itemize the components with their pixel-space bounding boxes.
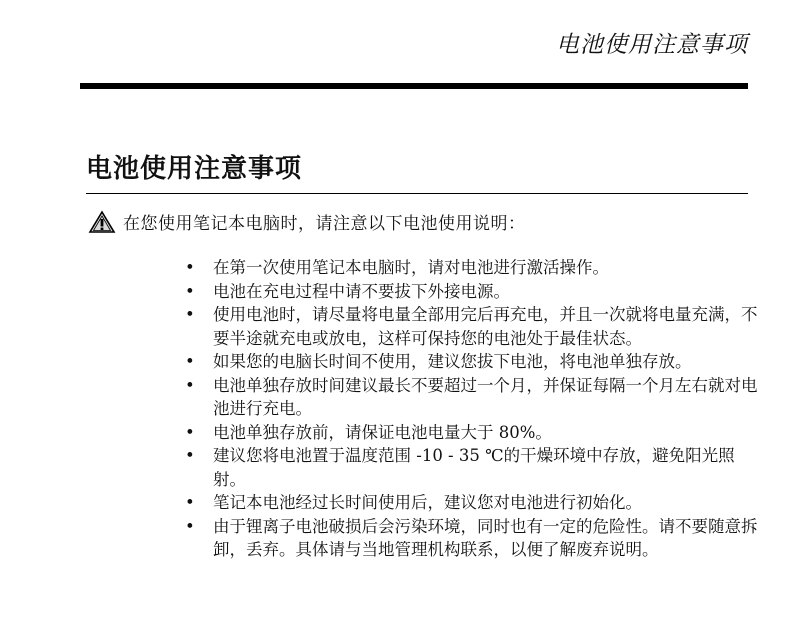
bullet: •	[185, 258, 195, 277]
bullet: •	[185, 493, 195, 512]
bullet: •	[185, 281, 195, 301]
list-item-text: 使用电池时，请尽量将电量全部用完后再充电，并且一次就将电量充满，不要半途就充电或放电，这样可保持您的电池处于最佳状态。	[213, 305, 758, 348]
bullet: •	[185, 446, 195, 465]
running-header: 电池使用注意事项	[556, 32, 748, 58]
list-item	[185, 421, 760, 445]
section-title: 电池使用注意事项	[86, 154, 303, 184]
bullet: •	[185, 352, 195, 371]
list-item	[185, 256, 760, 280]
list-item-text: 电池在充电过程中请不要拔下外接电源。	[213, 281, 510, 301]
notice-text: 在您使用笔记本电脑时，请注意以下电池使用说明：	[123, 214, 526, 234]
list-item-text: 笔记本电池经过长时间使用后，建议您对电池进行初始化。	[213, 493, 642, 512]
bullet: •	[185, 516, 195, 536]
list-item-text: 由于锂离子电池破损后会污染环境，同时也有一定的危险性。请不要随意拆卸，丢弃。具体请与当地管理机构联系，以便了解废弃说明。	[213, 516, 758, 559]
list-item	[185, 280, 760, 304]
list-item-text: 电池单独存放前，请保证电池电量大于 80%。	[213, 422, 552, 442]
list-item	[185, 374, 760, 421]
header-rule	[80, 83, 748, 89]
bullet: •	[185, 305, 195, 324]
list-item	[185, 491, 760, 515]
list-item-text: 在第一次使用笔记本电脑时，请对电池进行激活操作。	[213, 258, 609, 277]
list-item-text: 电池单独存放时间建议最长不要超过一个月，并保证每隔一个月左右就对电池进行充电。	[213, 375, 758, 418]
list-item	[185, 350, 760, 374]
list-item	[185, 303, 760, 350]
list-item-text: 建议您将电池置于温度范围 -10 - 35 ℃的干燥环境中存放，避免阳光照射。	[213, 446, 735, 489]
notice	[88, 209, 526, 234]
warning-icon	[88, 210, 116, 234]
bullet-list	[185, 256, 760, 562]
bullet: •	[185, 422, 195, 442]
bullet: •	[185, 375, 195, 395]
list-item	[185, 444, 760, 491]
list-item	[185, 515, 760, 562]
list-item-text: 如果您的电脑长时间不使用，建议您拔下电池，将电池单独存放。	[213, 352, 692, 371]
title-rule	[86, 193, 748, 194]
